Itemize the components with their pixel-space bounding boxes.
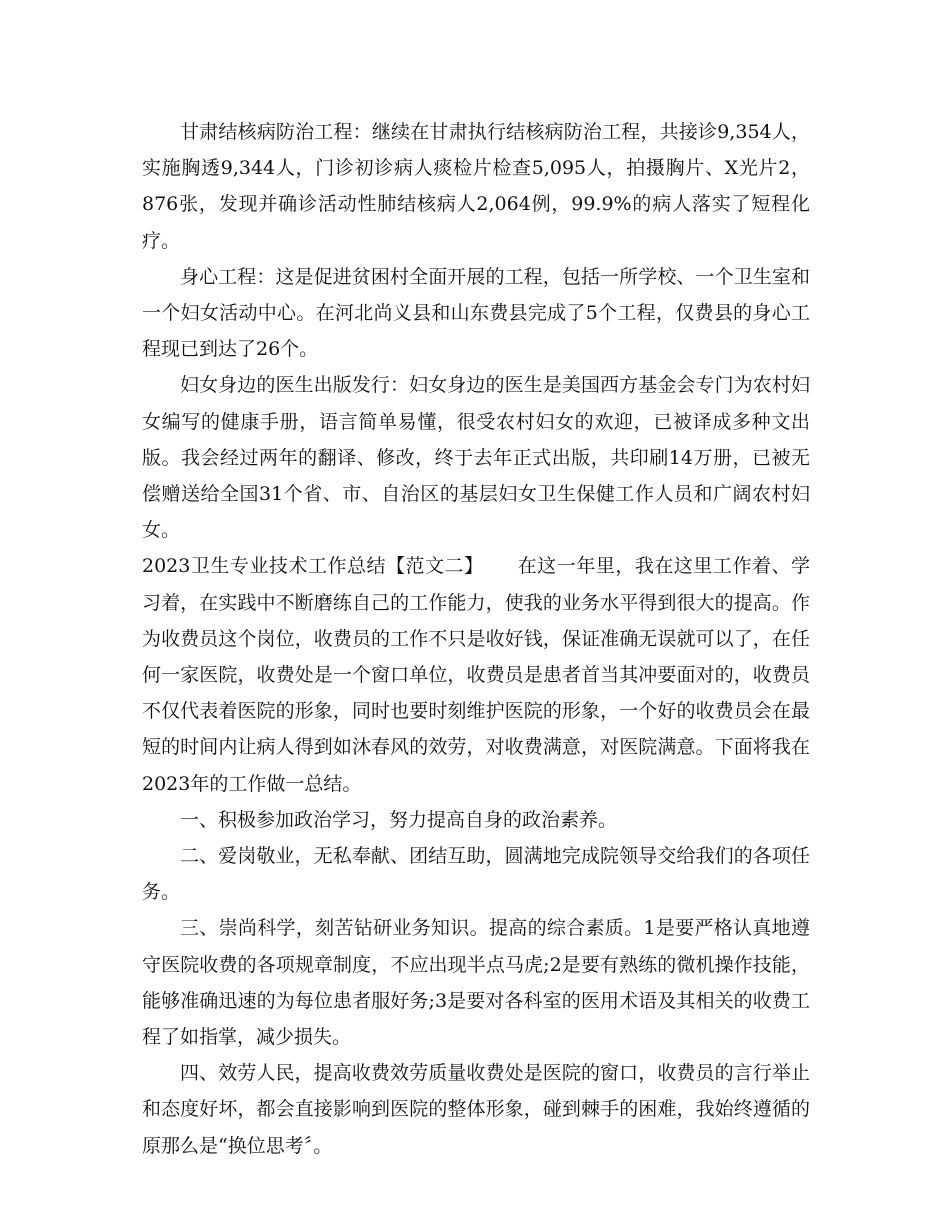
paragraph-women-doctor-book: 妇女身边的医生出版发行：妇女身边的医生是美国西方基金会专门为农村妇女编写的健康手册，语言简单易懂，很受农村妇女的欢迎，已被译成多种文出版。我会经过两年的翻译、修改，终于去年正式出版，共印刷14万册，已被无偿赠送给全国31个省、市、自治区的基层妇女卫生保健工作人员和广阔农村妇女。 [142,374,810,542]
point-dedication: 二、爱岗敬业，无私奉献、团结互助，圆满地完成院领导交给我们的各项任务。 [142,845,810,904]
point-political-study: 一、积极参加政治学习，努力提高自身的政治素养。 [180,808,618,831]
paragraph-body-mind-project: 身心工程：这是促进贫困村全面开展的工程，包括一所学校、一个卫生室和一个妇女活动中心。在河北尚义县和山东费县完成了5个工程，仅费县的身心工程现已到达了26个。 [142,265,810,361]
document-body [142,114,810,1164]
point-science-study: 三、崇尚科学，刻苦钻研业务知识。提高的综合素质。1是要严格认真地遵守医院收费的各项规章制度，不应出现半点马虎;2是要有熟练的微机操作技能，能够准确迅速的为每位患者服好务;3是要对各科室的医用术语及其相关的收费工程了如指掌，减少损失。 [142,917,810,1049]
point-serve-people: 四、效劳人民，提高收费效劳质量收费处是医院的窗口，收费员的言行举止和态度好坏，都会直接影响到医院的整体形象，碰到棘手的困难，我始终遵循的原那么是“换位思考〞。 [142,1062,810,1157]
section-intro: 在这一年里，我在这里工作着、学习着，在实践中不断磨练自己的工作能力，使我的业务水平得到很大的提高。作为收费员这个岗位，收费员的工作不只是收好钱，保证准确无误就可以了，在任何一家医院，收费处是一个窗口单位，收费员是患者首当其冲要面对的，收费员不仅代表着医院的形象，同时也要时刻维护医院的形象，一个好的收费员会在最短的时间内让病人得到如沐春风的效劳，对收费满意，对医院满意。下面将我在2023年的工作做一总结。 [142,555,810,795]
section-heading: 2023卫生专业技术工作总结【范文二】 [142,555,484,578]
section-block [142,548,810,801]
paragraph-tb-project: 甘肃结核病防治工程：继续在甘肃执行结核病防治工程，共接诊9,354人，实施胸透9,344人，门诊初诊病人痰检片检查5,095人，拍摄胸片、X光片2，876张，发现并确诊活动性肺结核病人2,064例，99.9%的病人落实了短程化疗。 [142,121,810,252]
